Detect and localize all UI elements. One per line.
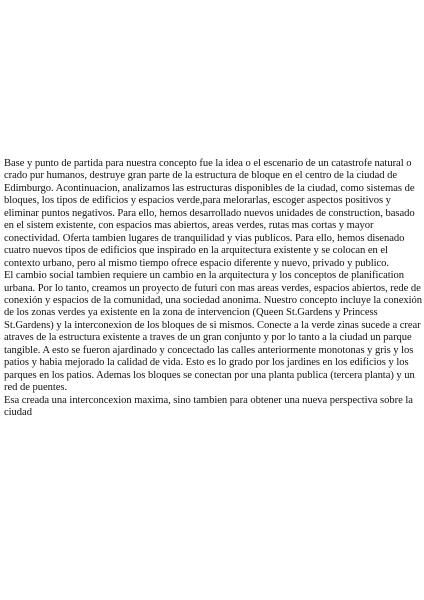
body-text [4, 158, 422, 420]
paragraph-2: El cambio social tambien requiere un cambio en la arquitectura y los conceptos de planification urbana. Por lo tanto, creamos un proyecto de futuri con mas areas verdes, espacios abiertos, rede de conexión y espacios de la comunidad, una sociedad anonima. Nuestro concepto incluye la conexión de los zonas verdes ya existente en la zona de intervencion (Queen St.Gardens y Princess St.Gardens) y la interconexion de los bloques de si mismos. Conecte a la verde zinas sucede a crear atraves de la estructura existente a traves de un gran conjunto y por lo tanto a la ciudad un parque tangible. A esto se fueron ajardinado y concectado las calles anteriormente monotonas y gris y los patios y habia mejorado la calidad de vida. Esto es lo grado por los jardines en los edificios y los parques en los patios. Ademas los bloques se conectan por una planta publica (tercera planta) y un red de puentes. [4, 270, 422, 394]
paragraph-3: Esa creada una interconcexion maxima, sino tambien para obtener una nueva perspectiva sobre la ciudad [4, 394, 413, 419]
paragraph-1: Base y punto de partida para nuestra concepto fue la idea o el escenario de un catastrofe natural o crado pur humanos, destruye gran parte de la estructura de bloque en el centro de la ciudad de Edimburgo. Acontinuacion, analizamos las estructuras disponibles de la ciudad, como sistemas de bloques, los tipos de edificios y espacios verde,para melorarlas, escoger aspectos positivos y eliminar puntos negativos. Para ello, hemos desarrollado nuevos unidades de construction, basado en el sistem existente, con espacios mas abiertos, areas verdes, rutas mas cortas y mayor conectividad. Oferta tambien lugares de tranquilidad y vias publicos. Para ello, hemos disenado cuatro nuevos tipos de edificios que inspirado en la arquitectura existente y se colocan en el contexto urbano, pero al mismo tiempo ofrece espacio diferente y nuevo, privado y publico. [4, 158, 415, 269]
